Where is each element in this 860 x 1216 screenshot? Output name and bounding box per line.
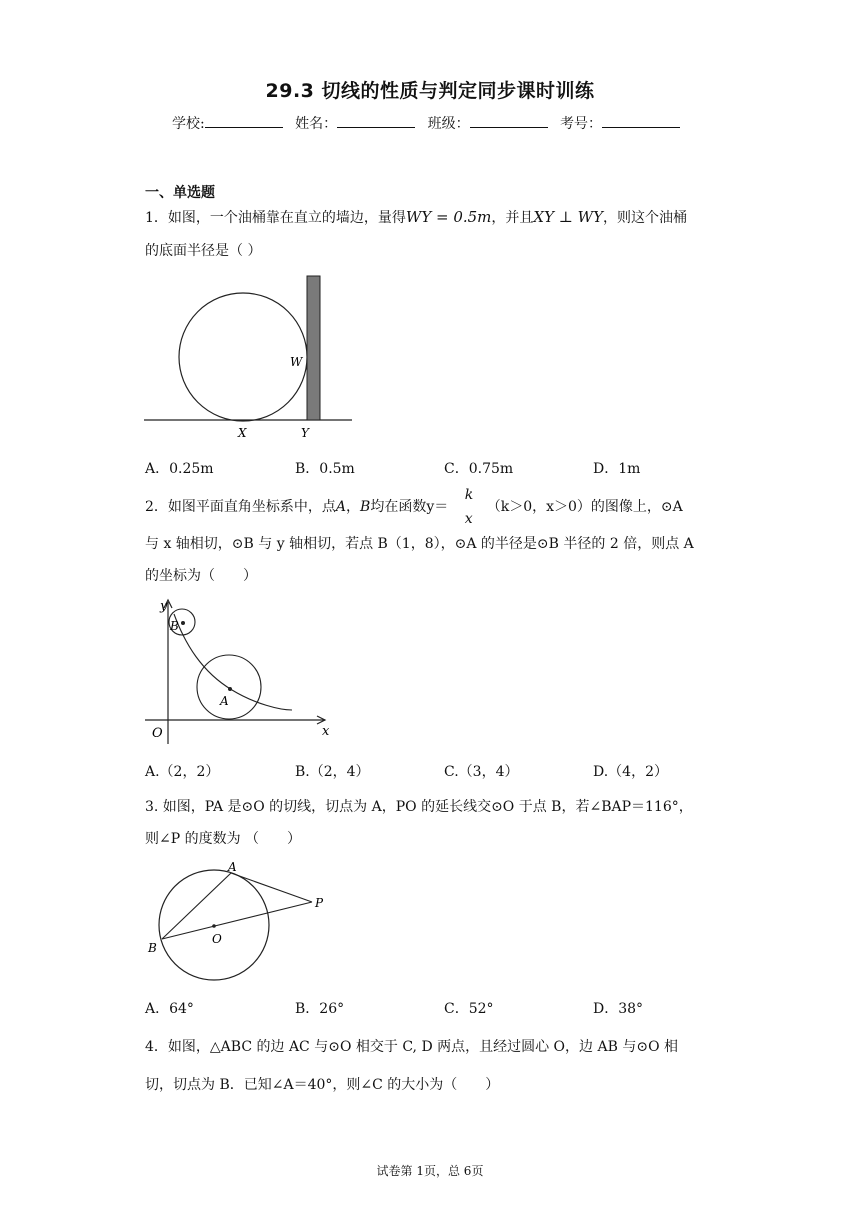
circle-a: [197, 655, 261, 719]
q3-figure-tangent: [140, 855, 350, 990]
label-o: O: [212, 932, 222, 946]
label-origin: O: [152, 726, 163, 741]
center-dot: [212, 924, 216, 928]
question-3-line1: 3. 如图，PA 是⊙O 的切线，切点为 A，PO 的延长线交⊙O 于点 B，若∠BAP＝116°，: [145, 799, 693, 815]
q1-option-c[interactable]: C．0.75m: [444, 461, 514, 477]
wall-rect: [307, 276, 320, 420]
q2-comma: ，: [346, 499, 361, 515]
exam-no-label: 考号：: [560, 116, 603, 132]
label-y: Y: [301, 426, 309, 440]
question-2-line3: 的坐标为（ ）: [145, 568, 257, 584]
q1-text-part1: 1．如图，一个油桶靠在直立的墙边，量得: [145, 210, 406, 226]
label-b: B: [148, 941, 157, 955]
question-3-line2: 则∠P 的度数为 （ ）: [145, 831, 302, 847]
label-a: A: [220, 694, 229, 708]
q2-point-a: A: [335, 499, 347, 515]
q3-option-d[interactable]: D．38°: [593, 1001, 644, 1017]
question-4-line2: 切，切点为 B．已知∠A＝40°，则∠C 的大小为（ ）: [145, 1077, 500, 1093]
section-heading: 一、单选题: [145, 185, 215, 201]
q2-option-c[interactable]: C.（3，4）: [444, 764, 519, 780]
q1-math-perp: XY ⊥ WY: [533, 208, 603, 226]
question-4-line1: 4．如图，△ABC 的边 AC 与⊙O 相交于 C, D 两点，且经过圆心 O，边 AB 与⊙O 相: [145, 1039, 678, 1055]
student-info-line: [0, 113, 860, 133]
name-blank[interactable]: [337, 113, 415, 128]
class-blank[interactable]: [470, 113, 548, 128]
point-b-dot: [181, 621, 185, 625]
barrel-circle: [179, 293, 307, 421]
question-2-text: [145, 487, 720, 527]
label-x: X: [238, 426, 247, 440]
segment-ab: [162, 873, 231, 939]
school-blank[interactable]: [205, 113, 283, 128]
page-title: 29.3 切线的性质与判定同步课时训练: [265, 80, 595, 102]
q3-option-b[interactable]: B．26°: [295, 1001, 345, 1017]
q2-figure-coordinate: [140, 592, 340, 752]
question-1-text: [145, 206, 720, 229]
q2-option-b[interactable]: B.（2，4）: [295, 764, 370, 780]
question-2-line2: 与 x 轴相切，⊙B 与 y 轴相切，若点 B（1，8），⊙A 的半径是⊙B 半径的 2 倍，则点 A: [145, 536, 694, 552]
q1-math-wy: WY = 0.5m: [405, 208, 492, 226]
label-a: A: [228, 860, 237, 874]
segment-ap: [231, 873, 312, 902]
label-y-axis: y: [160, 599, 168, 614]
q1-option-b[interactable]: B．0.5m: [295, 461, 355, 477]
question-1-line2: 的底面半径是（ ）: [145, 243, 262, 259]
q1-figure-oil-barrel: [140, 270, 360, 445]
q1-option-d[interactable]: D．1m: [593, 461, 641, 477]
school-label: 学校:: [171, 116, 205, 132]
segment-bp: [162, 902, 312, 939]
class-label: 班级：: [427, 116, 470, 132]
hyperbola-curve: [174, 614, 292, 710]
label-w: W: [290, 355, 303, 369]
q1-text-part3: ，则这个油桶: [602, 210, 687, 226]
label-x-axis: x: [322, 724, 330, 739]
q2-text-part2: 均在函数: [370, 499, 427, 515]
q2-fraction-num: k: [464, 487, 474, 503]
label-b: B: [170, 619, 179, 633]
q2-option-d[interactable]: D.（4，2）: [593, 764, 668, 780]
page-footer: 试卷第 1页，总 6页: [376, 1164, 484, 1178]
q2-point-b: B: [360, 499, 371, 515]
point-a-dot: [228, 687, 232, 691]
exam-no-blank[interactable]: [602, 113, 680, 128]
label-p: P: [315, 896, 324, 910]
q1-text-part2: ，并且: [491, 210, 534, 226]
q3-option-a[interactable]: A．64°: [145, 1001, 194, 1017]
name-label: 姓名：: [295, 116, 338, 132]
q2-fraction-den: x: [464, 511, 473, 527]
q3-option-c[interactable]: C．52°: [444, 1001, 494, 1017]
q2-func-y: y＝: [426, 499, 449, 515]
q1-option-a[interactable]: A．0.25m: [145, 461, 214, 477]
q2-fraction: [453, 487, 487, 527]
q2-text-part3: （k＞0，x＞0）的图像上，⊙A: [486, 499, 683, 515]
q2-text-part1: 2．如图平面直角坐标系中，点: [145, 499, 336, 515]
q2-option-a[interactable]: A.（2，2）: [145, 764, 220, 780]
